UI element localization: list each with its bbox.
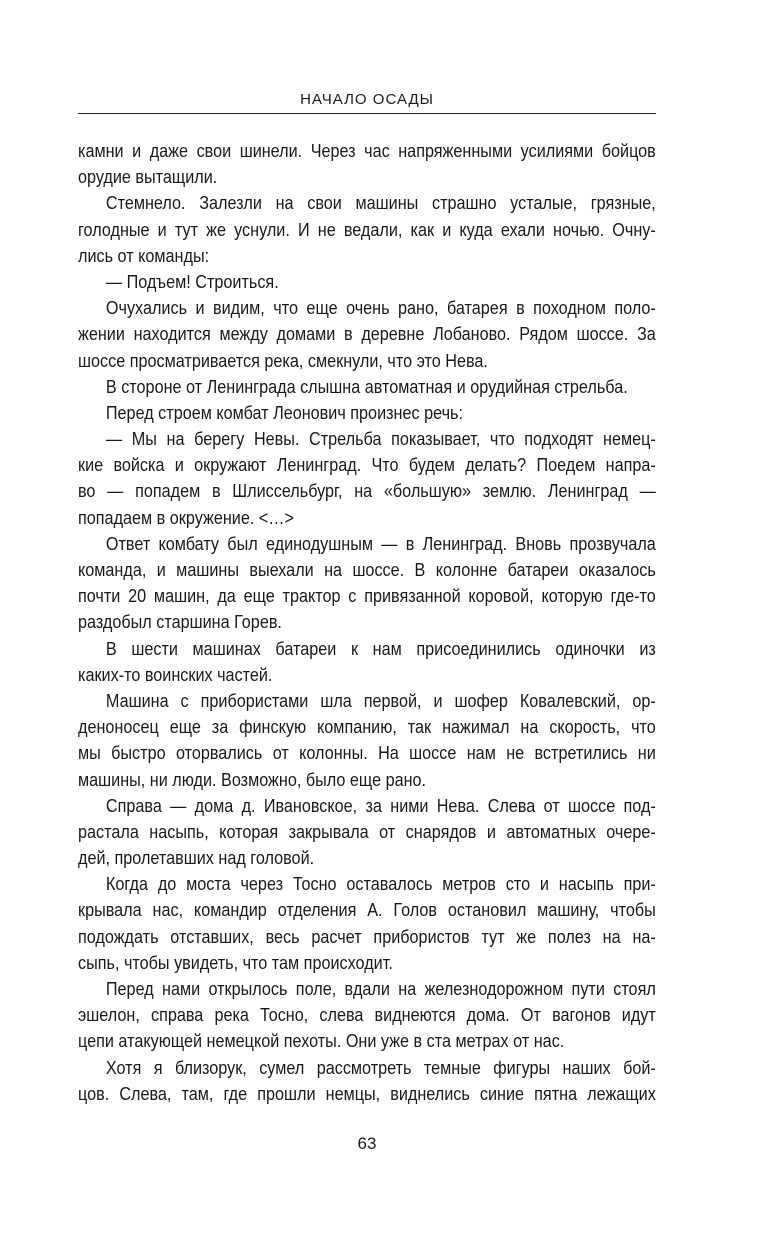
text-line: машины, ни люди. Возможно, было еще рано. [78, 769, 427, 790]
text-line: голодные и тут же уснули. И не ведали, как и куда ехали ночью. Очну- [78, 219, 656, 240]
text-line: сыпь, чтобы увидеть, что там происходит. [78, 952, 393, 973]
text-line: деноносец еще за финскую компанию, так нажимал на скорость, что [78, 717, 656, 738]
text-line: Перед нами открылось поле, вдали на железнодорожном пути стоял [105, 979, 656, 999]
text-line: камни и даже свои шинели. Через час напряженными усилиями бойцов [78, 141, 656, 161]
text-line: цов. Слева, там, где прошли немцы, виднелись синие пятна лежащих [78, 1083, 656, 1104]
text-line: Ответ комбату был единодушным — в Ленинград. Вновь прозвучала [105, 533, 656, 554]
text-line: эшелон, справа река Тосно, слева виднеются дома. От вагонов идут [78, 1005, 656, 1026]
text-line: цепи атакующей немецкой пехоты. Они уже в ста метрах от нас. [78, 1031, 565, 1052]
text-line: орудие вытащили. [78, 167, 218, 188]
text-line: крывала нас, командир отделения А. Голов остановил машину, чтобы [78, 900, 656, 921]
text-line: лись от команды: [78, 245, 210, 266]
text-line: Машина с прибористами шла первой, и шофер Ковалевский, ор- [105, 690, 656, 711]
text-line: Стемнело. Залезли на свои машины страшно усталые, грязные, [105, 193, 656, 214]
running-head: НАЧАЛО ОСАДЫ [300, 91, 434, 108]
page-number: 63 [357, 1134, 377, 1153]
text-line: во — попадем в Шлиссельбург, на «большую» землю. Ленинград — [78, 481, 656, 502]
text-line: — Мы на берегу Невы. Стрельба показывает, что подходят немец- [105, 429, 656, 450]
text-line: команда, и машины выехали на шоссе. В колонне батареи оказалось [78, 560, 656, 580]
text-line: В стороне от Ленинграда слышна автоматная и орудийная стрельба. [105, 376, 628, 397]
header-rule [78, 113, 656, 114]
body-text [78, 138, 656, 1107]
text-line: каких-то воинских частей. [78, 664, 273, 685]
text-line: почти 20 машин, да еще трактор с привязанной коровой, которую где-то [78, 586, 656, 607]
text-line: шоссе просматривается река, смекнули, что это Нева. [78, 350, 488, 371]
text-line: жении находится между домами в деревне Лобаново. Рядом шоссе. За [78, 324, 656, 345]
text-line: мы быстро оторвались от колонны. На шоссе нам не встретились ни [78, 743, 656, 764]
text-line: дей, пролетавших над головой. [78, 848, 315, 869]
text-line: кие войска и окружают Ленинград. Что будем делать? Поедем напра- [78, 455, 656, 476]
text-line: растала насыпь, которая закрывала от снарядов и автоматных очере- [78, 821, 656, 842]
text-line: В шести машинах батареи к нам присоединились одиночки из [105, 638, 656, 659]
text-line: попадаем в окружение. <…> [78, 507, 294, 528]
text-line: Справа — дома д. Ивановское, за ними Нева. Слева от шоссе под- [105, 795, 656, 816]
text-line: раздобыл старшина Горев. [78, 612, 282, 633]
text-line: — Подъем! Строиться. [105, 271, 279, 292]
text-line: Хотя я близорук, сумел рассмотреть темные фигуры наших бой- [105, 1057, 656, 1078]
text-line: Очухались и видим, что еще очень рано, батарея в походном поло- [105, 298, 656, 319]
text-line: Перед строем комбат Леонович произнес речь: [105, 402, 463, 423]
text-line: подождать отставших, весь расчет прибористов тут же полез на на- [78, 926, 656, 947]
text-line: Когда до моста через Тосно оставалось метров сто и насыпь при- [105, 874, 656, 895]
